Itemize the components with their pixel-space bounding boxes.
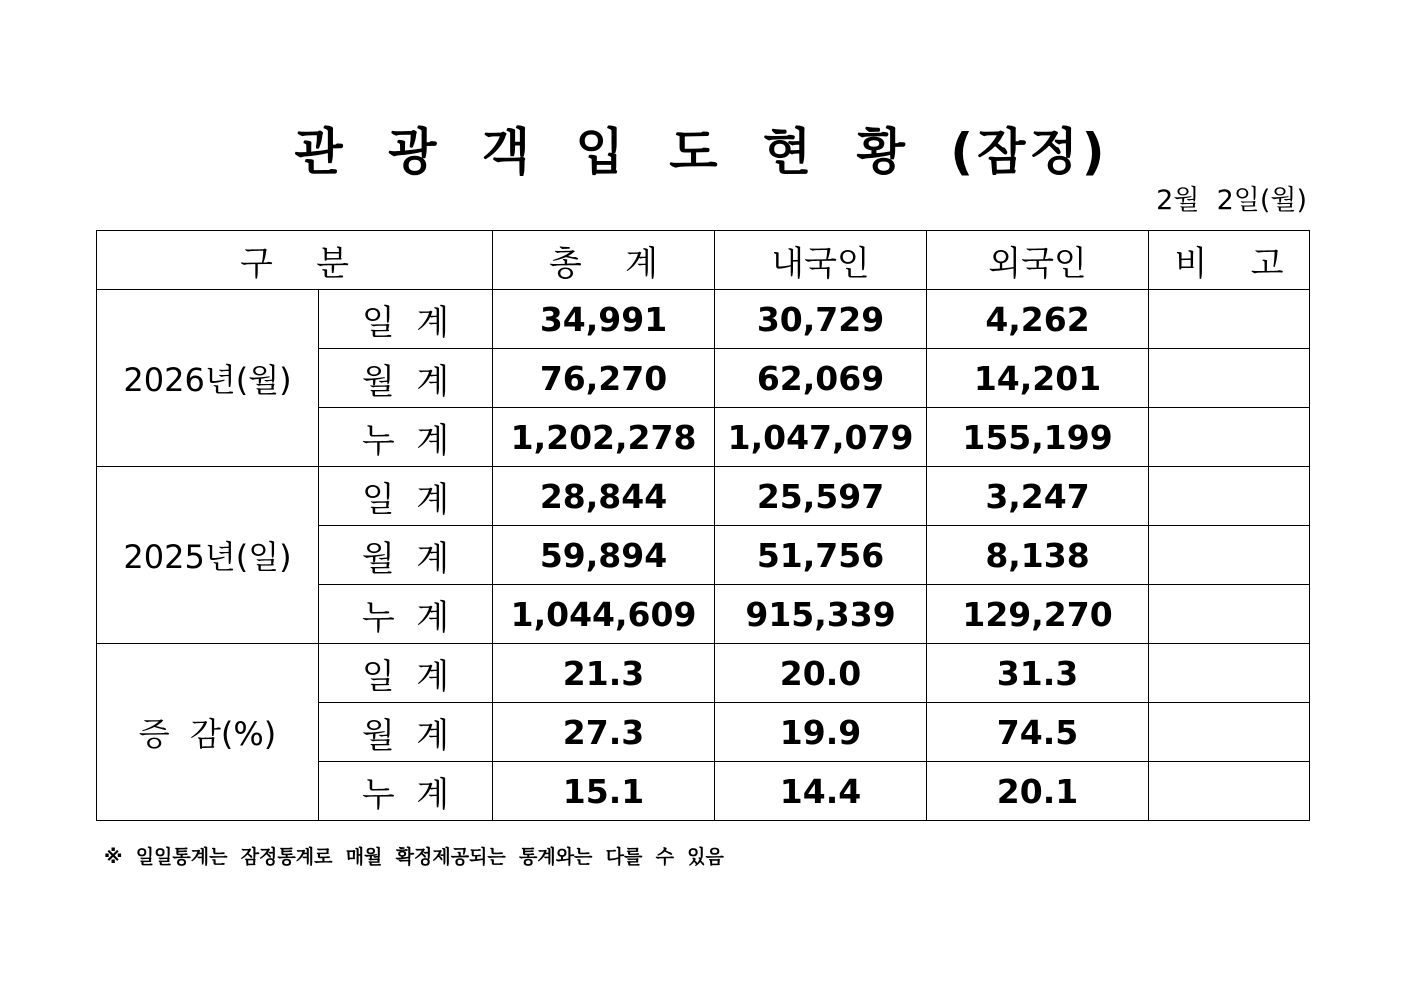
header-remarks: 비 고: [1149, 231, 1310, 290]
domestic-cell: 1,047,079: [715, 408, 927, 467]
table-row: [97, 467, 1310, 526]
total-cell: 28,844: [493, 467, 715, 526]
table-header-row: [97, 231, 1310, 290]
remarks-cell: [1149, 644, 1310, 703]
table-row: [97, 290, 1310, 349]
foreign-cell: 129,270: [927, 585, 1149, 644]
remarks-cell: [1149, 290, 1310, 349]
total-cell: 76,270: [493, 349, 715, 408]
foreign-cell: 20.1: [927, 762, 1149, 821]
remarks-cell: [1149, 585, 1310, 644]
header-domestic: 내국인: [715, 231, 927, 290]
domestic-cell: 19.9: [715, 703, 927, 762]
total-cell: 1,044,609: [493, 585, 715, 644]
remarks-cell: [1149, 526, 1310, 585]
total-cell: 34,991: [493, 290, 715, 349]
group-label-2026: 2026년(월): [97, 290, 319, 467]
foreign-cell: 3,247: [927, 467, 1149, 526]
foreign-cell: 8,138: [927, 526, 1149, 585]
header-total: 총 계: [493, 231, 715, 290]
domestic-cell: 915,339: [715, 585, 927, 644]
foreign-cell: 14,201: [927, 349, 1149, 408]
domestic-cell: 14.4: [715, 762, 927, 821]
tourist-arrivals-table: [96, 230, 1310, 821]
foreign-cell: 155,199: [927, 408, 1149, 467]
row-label: 월 계: [319, 349, 493, 408]
header-category: 구 분: [97, 231, 493, 290]
total-cell: 27.3: [493, 703, 715, 762]
footnote: ※ 일일통계는 잠정통계로 매월 확정제공되는 통계와는 다를 수 있음: [104, 846, 724, 868]
total-cell: 1,202,278: [493, 408, 715, 467]
domestic-cell: 30,729: [715, 290, 927, 349]
remarks-cell: [1149, 762, 1310, 821]
foreign-cell: 4,262: [927, 290, 1149, 349]
row-label: 일 계: [319, 467, 493, 526]
row-label: 월 계: [319, 526, 493, 585]
domestic-cell: 51,756: [715, 526, 927, 585]
remarks-cell: [1149, 467, 1310, 526]
remarks-cell: [1149, 408, 1310, 467]
foreign-cell: 74.5: [927, 703, 1149, 762]
row-label: 누 계: [319, 585, 493, 644]
remarks-cell: [1149, 703, 1310, 762]
domestic-cell: 25,597: [715, 467, 927, 526]
total-cell: 59,894: [493, 526, 715, 585]
page-title: 관 광 객 입 도 현 황 (잠정): [294, 123, 1109, 181]
group-label-change: 증 감(%): [97, 644, 319, 821]
total-cell: 21.3: [493, 644, 715, 703]
remarks-cell: [1149, 349, 1310, 408]
row-label: 누 계: [319, 762, 493, 821]
row-label: 일 계: [319, 290, 493, 349]
total-cell: 15.1: [493, 762, 715, 821]
row-label: 누 계: [319, 408, 493, 467]
domestic-cell: 62,069: [715, 349, 927, 408]
domestic-cell: 20.0: [715, 644, 927, 703]
header-foreign: 외국인: [927, 231, 1149, 290]
foreign-cell: 31.3: [927, 644, 1149, 703]
report-date: 2월 2일(월): [1156, 185, 1307, 216]
table-row: [97, 644, 1310, 703]
row-label: 일 계: [319, 644, 493, 703]
row-label: 월 계: [319, 703, 493, 762]
group-label-2025: 2025년(일): [97, 467, 319, 644]
